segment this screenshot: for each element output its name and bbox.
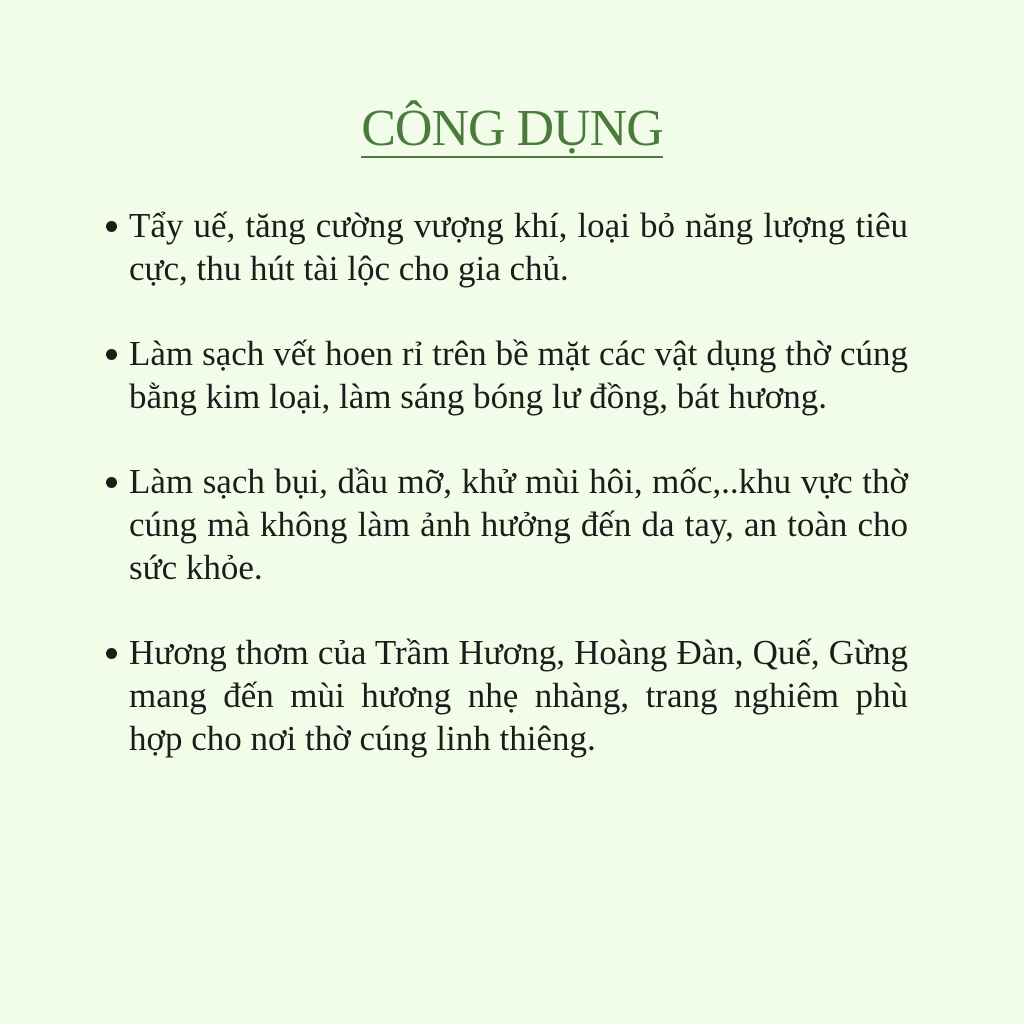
list-item <box>104 460 908 589</box>
list-item-text: Hương thơm của Trầm Hương, Hoàng Đàn, Quế, Gừng mang đến mùi hương nhẹ nhàng, trang nghiêm phù hợp cho nơi thờ cúng linh thiêng. <box>129 633 908 758</box>
bullet-icon <box>106 477 117 488</box>
list-item <box>104 332 908 418</box>
bullet-icon <box>106 648 117 659</box>
list-item <box>104 631 908 760</box>
list-item-text: Làm sạch bụi, dầu mỡ, khử mùi hôi, mốc,..khu vực thờ cúng mà không làm ảnh hưởng đến da tay, an toàn cho sức khỏe. <box>129 462 908 587</box>
list-item-text: Làm sạch vết hoen rỉ trên bề mặt các vật dụng thờ cúng bằng kim loại, làm sáng bóng lư đồng, bát hương. <box>129 334 908 416</box>
bullet-icon <box>106 349 117 360</box>
benefits-list <box>104 204 908 802</box>
list-item <box>104 204 908 290</box>
list-item-text: Tẩy uế, tăng cường vượng khí, loại bỏ năng lượng tiêu cực, thu hút tài lộc cho gia chủ. <box>129 206 908 288</box>
bullet-icon <box>106 221 117 232</box>
page-title <box>0 98 1024 160</box>
page-title-text: CÔNG DỤNG <box>361 100 663 157</box>
